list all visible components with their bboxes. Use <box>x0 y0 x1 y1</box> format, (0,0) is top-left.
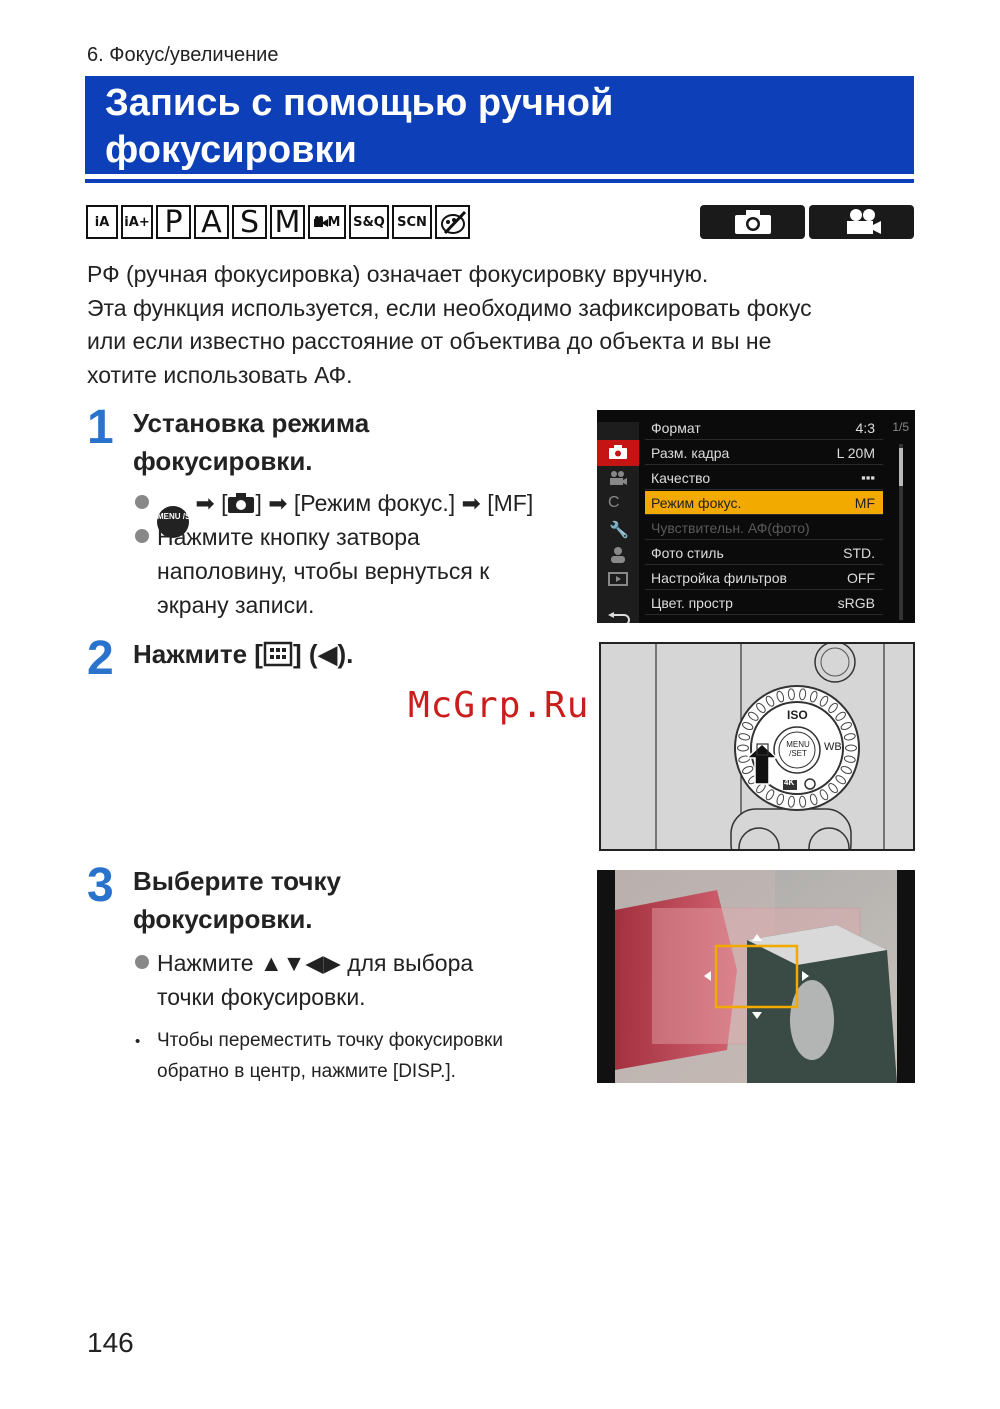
step-1-bullet-2: Нажмите кнопку затвора наполовину, чтобы вернуться к экрану записи. <box>135 520 575 622</box>
title-underline <box>85 179 914 183</box>
intro-line: хотите использовать АФ. <box>87 361 353 388</box>
bullet-dot <box>135 955 149 969</box>
mode-s-icon: S <box>232 205 267 239</box>
menu-set-button-icon: MENU /SET <box>157 506 189 538</box>
step-1-number: 1 <box>87 401 114 454</box>
menu-row[interactable]: Качество ▪▪▪ <box>645 466 883 490</box>
step-1-bullet-1: MENU /SET ➡ [ ] ➡ [Режим фокус.] ➡ [MF] <box>135 486 575 538</box>
page-number: 146 <box>87 1327 134 1358</box>
bullet-dot <box>135 529 149 543</box>
my-menu-tab-icon <box>609 546 627 564</box>
camera-menu-screenshot <box>597 410 915 623</box>
menu-row[interactable]: Разм. кадра L 20M <box>645 441 883 465</box>
setup-tab-icon: 🔧 <box>609 522 629 539</box>
wb-label: WB <box>824 741 842 753</box>
menu-row-disabled: Чувствительн. АФ(фото) <box>645 516 883 540</box>
step-2-title: Нажмите [ ] (◀). <box>133 639 354 669</box>
menu-row[interactable]: Формат 4:3 <box>645 416 883 440</box>
mode-sq-icon: S&Q <box>349 205 389 239</box>
custom-tab-icon: C <box>608 494 620 511</box>
step-3-bullet-1: Нажмите ▲▼◀▶ для выбора точки фокусировки. <box>135 946 575 1014</box>
intro-line: РФ (ручная фокусировка) означает фокусировку вручную. <box>87 261 709 287</box>
intro-line: Эта функция используется, если необходимо зафиксировать фокус <box>87 294 812 321</box>
bullet-dot <box>135 495 149 509</box>
iso-label: ISO <box>787 708 808 722</box>
focus-scene-photo <box>597 870 915 1083</box>
menu-sidebar <box>597 422 639 623</box>
video-mode-tab-icon <box>809 205 914 239</box>
menu-page-indicator: 1/5 <box>892 420 909 434</box>
intro-text <box>87 258 917 392</box>
video-tab-icon <box>608 470 628 486</box>
section-header: 6. Фокус/увеличение <box>87 44 279 66</box>
note-bullet: • <box>135 1033 141 1050</box>
mode-scn-icon: SCN <box>392 205 432 239</box>
camera-icon <box>227 492 255 514</box>
mode-a-icon: A <box>194 205 229 239</box>
intro-line: или если известно расстояние от объектива до объекта и вы не <box>87 328 772 354</box>
arrow-icon: ➡ <box>268 490 288 516</box>
back-icon <box>606 612 630 623</box>
menu-row[interactable]: Фото стиль STD. <box>645 541 883 565</box>
4k-photo-label: 4K <box>784 778 795 787</box>
step-1-title: Установка режима фокусировки. <box>133 408 370 476</box>
focus-point-screenshot <box>597 870 915 1083</box>
menu-row[interactable]: Настройка фильтров OFF <box>645 566 883 590</box>
menu-row[interactable]: Цвет. простр sRGB <box>645 591 883 615</box>
mode-p-icon: P <box>156 205 191 239</box>
step-3-title: Выберите точку фокусировки. <box>133 866 341 934</box>
menu-scrollbar <box>899 444 903 620</box>
title-line-2: фокусировки <box>105 129 357 171</box>
mode-creative-video-icon: M <box>308 205 346 239</box>
watermark-text: McGrp.Ru <box>408 685 590 726</box>
arrow-icon: ➡ <box>461 490 481 516</box>
mode-creative-control-icon <box>435 205 470 239</box>
focus-area-button-icon <box>263 641 293 667</box>
step-2-number: 2 <box>87 632 114 685</box>
quality-icon: ▪▪▪ <box>861 470 875 485</box>
step-3-note: • Чтобы переместить точку фокусировки обратно в центр, нажмите [DISP.]. <box>135 1026 575 1087</box>
control-dial-illustration <box>599 642 915 851</box>
arrow-icon: ➡ <box>195 490 215 516</box>
photo-mode-tab-icon <box>700 205 805 239</box>
camera-tab-icon <box>608 444 628 460</box>
menu-row-selected[interactable]: Режим фокус. MF <box>645 491 883 515</box>
mode-ia-icon: iA <box>86 205 118 239</box>
step-3-number: 3 <box>87 859 114 912</box>
camera-back-drawing <box>601 644 915 851</box>
mode-m-icon: M <box>270 205 305 239</box>
mode-ia-plus-icon: iA+ <box>121 205 153 239</box>
mode-icons <box>86 205 470 239</box>
page-title <box>85 76 914 174</box>
menu-set-center-button[interactable]: MENU /SET <box>786 740 810 758</box>
playback-tab-icon <box>608 572 628 586</box>
title-line-1: Запись с помощью ручной <box>105 82 614 124</box>
page-title-box <box>85 76 914 174</box>
